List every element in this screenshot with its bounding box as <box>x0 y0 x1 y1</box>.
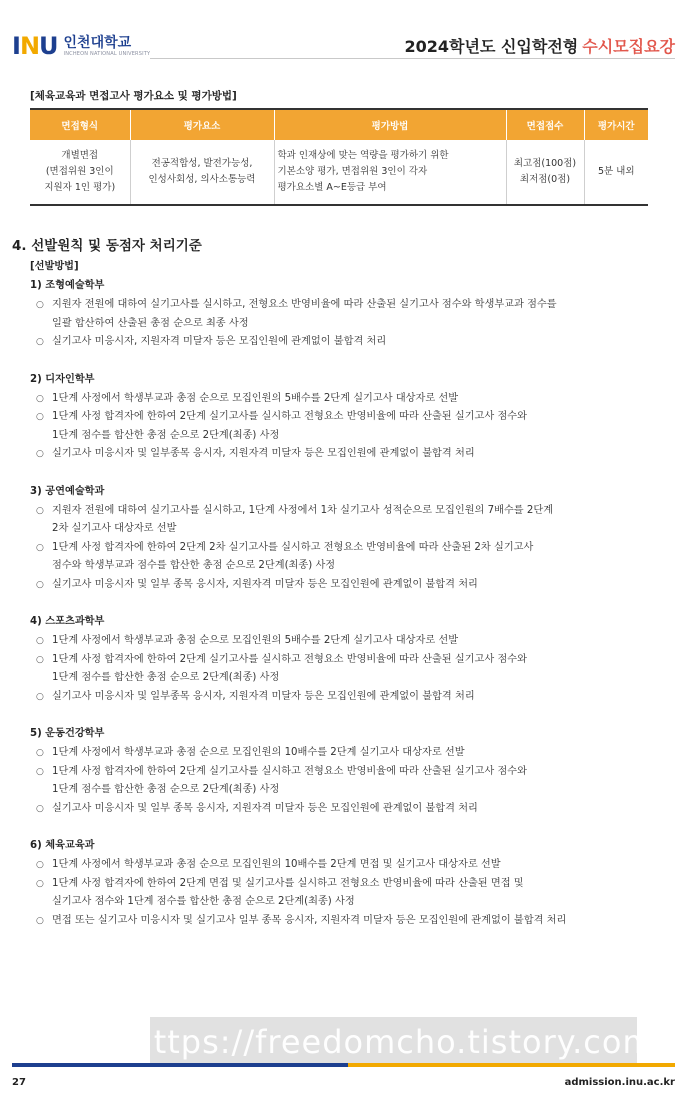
logo-mark: I N U <box>12 32 58 60</box>
department-title: 2) 디자인학부 <box>30 373 95 385</box>
circle-bullet-icon: ○ <box>36 393 44 404</box>
circle-bullet-icon: ○ <box>36 691 44 702</box>
logo-korean-name: 인천대학교 <box>63 34 132 51</box>
list-item: ○ 실기고사 미응시자 및 일부종목 응시자, 지원자격 미달자 등은 모집인원에 관계없이 불합격 처리 <box>30 445 678 464</box>
circle-bullet-icon: ○ <box>36 579 44 590</box>
circle-bullet-icon: ○ <box>36 542 44 553</box>
document-title: 2024학년도 신입학전형 수시모집요강 <box>404 37 675 56</box>
table-header-row <box>30 109 648 140</box>
circle-bullet-icon: ○ <box>36 337 44 347</box>
circle-bullet-icon: ○ <box>36 654 44 665</box>
list-item: ○ 지원자 전원에 대하여 실기고사를 실시하고, 전형요소 반영비율에 따라 산출된 실기고사 점수와 학생부교과 점수를 일괄 합산하여 산출된 총점 순으로 최종 사정 <box>30 296 678 333</box>
list-item: ○ 1단계 사정에서 학생부교과 총점 순으로 모집인원의 10배수를 2단계 실기고사 대상자로 선발 <box>30 744 678 763</box>
circle-bullet-icon: ○ <box>36 803 44 814</box>
circle-bullet-icon: ○ <box>36 412 44 422</box>
cell-elements: 전공적합성, 발전가능성, 인성사회성, 의사소통능력 <box>130 140 274 205</box>
page-header <box>0 0 691 70</box>
department-title: 4) 스포츠과학부 <box>30 616 105 627</box>
department-block <box>30 836 678 930</box>
department-title: 6) 체육교육과 <box>30 840 95 851</box>
footer-website: admission.inu.ac.kr <box>564 1077 675 1088</box>
table-row <box>30 140 648 205</box>
footer-color-bar <box>12 1063 675 1067</box>
department-title: 5) 운동건강학부 <box>30 728 105 739</box>
list-item: ○ 1단계 사정 합격자에 한하여 2단계 2차 실기고사를 실시하고 전형요소 반영비율에 따라 산출된 2차 실기고사 점수와 학생부교과 점수를 합산한 총점 순으로 2단계(최종) 사정 <box>30 539 678 576</box>
circle-bullet-icon: ○ <box>36 449 44 459</box>
department-block <box>30 724 678 818</box>
list-item: ○ 지원자 전원에 대하여 실기고사를 실시하고, 1단계 사정에서 1차 실기고사 성적순으로 모집인원의 7배수를 2단계 2차 실기고사 대상자로 선발 <box>30 502 678 539</box>
department-title: 3) 공연예술학과 <box>30 485 105 497</box>
selection-method-subheading: [선발방법] <box>30 261 79 272</box>
watermark-text: https://freedomcho.tistory.com <box>132 1023 655 1061</box>
circle-bullet-icon: ○ <box>36 860 44 870</box>
list-item: ○ 1단계 사정 합격자에 한하여 2단계 실기고사를 실시하고 전형요소 반영비율에 따라 산출된 실기고사 점수와 1단계 점수를 합산한 총점 순으로 2단계(최종) 사정 <box>30 408 678 445</box>
department-block <box>30 370 678 464</box>
header-format: 면접형식 <box>30 109 130 140</box>
list-item: ○ 실기고사 미응시자, 지원자격 미달자 등은 모집인원에 관계없이 불합격 처리 <box>30 333 678 352</box>
section-title: 4. 선발원칙 및 동점자 처리기준 <box>12 238 202 254</box>
list-item: ○ 실기고사 미응시자 및 일부종목 응시자, 지원자격 미달자 등은 모집인원에 관계없이 불합격 처리 <box>30 688 678 707</box>
list-item: ○ 1단계 사정에서 학생부교과 총점 순으로 모집인원의 10배수를 2단계 면접 및 실기고사 대상자로 선발 <box>30 856 678 875</box>
circle-bullet-icon: ○ <box>36 636 44 646</box>
department-block <box>30 482 678 595</box>
header-elements: 평가요소 <box>130 109 274 140</box>
list-item: ○ 실기고사 미응시자 및 일부 종목 응시자, 지원자격 미달자 등은 모집인원에 관계없이 불합격 처리 <box>30 576 678 595</box>
logo-english-name: INCHEON NATIONAL UNIVERSITY <box>63 50 151 57</box>
department-title: 1) 조형예술학부 <box>30 280 105 291</box>
list-item: ○ 1단계 사정 합격자에 한하여 2단계 실기고사를 실시하고 전형요소 반영비율에 따라 산출된 실기고사 점수와 1단계 점수를 합산한 총점 순으로 2단계(최종) 사정 <box>30 651 678 688</box>
circle-bullet-icon: ○ <box>36 300 44 310</box>
list-item: ○ 1단계 사정에서 학생부교과 총점 순으로 모집인원의 5배수를 2단계 실기고사 대상자로 선발 <box>30 632 678 651</box>
list-item: ○ 1단계 사정 합격자에 한하여 2단계 실기고사를 실시하고 전형요소 반영비율에 따라 산출된 실기고사 점수와 1단계 점수를 합산한 총점 순으로 2단계(최종) 사정 <box>30 763 678 800</box>
circle-bullet-icon: ○ <box>36 915 44 926</box>
circle-bullet-icon: ○ <box>36 878 44 889</box>
university-logo <box>12 32 150 60</box>
list-item: ○ 실기고사 미응시자 및 일부 종목 응시자, 지원자격 미달자 등은 모집인원에 관계없이 불합격 처리 <box>30 800 678 819</box>
watermark-banner <box>132 1017 655 1067</box>
table-caption: [체육교육과 면접고사 평가요소 및 평가방법] <box>30 90 237 102</box>
document-title-accent: 수시모집요강 <box>582 37 675 56</box>
cell-method: 학과 인재상에 맞는 역량을 평가하기 위한 기본소양 평가, 면접위원 3인이 각자 평가요소별 A~E등급 부여 <box>274 140 506 205</box>
circle-bullet-icon: ○ <box>36 766 44 777</box>
page-number: 27 <box>12 1077 26 1088</box>
cell-format: 개별면접 (면접위원 3인이 지원자 1인 평가) <box>44 150 116 193</box>
header-score: 면접점수 <box>506 109 584 140</box>
cell-time: 5분 내외 <box>584 140 648 205</box>
cell-score: 최고점(100점) 최저점(0점) <box>506 140 584 205</box>
header-time: 평가시간 <box>584 109 648 140</box>
list-item: ○ 1단계 사정에서 학생부교과 총점 순으로 모집인원의 5배수를 2단계 실기고사 대상자로 선발 <box>30 390 678 409</box>
circle-bullet-icon: ○ <box>36 505 44 516</box>
list-item: ○ 면접 또는 실기고사 미응시자 및 실기고사 일부 종목 응시자, 지원자격 미달자 등은 모집인원에 관계없이 불합격 처리 <box>30 912 678 931</box>
circle-bullet-icon: ○ <box>36 748 44 758</box>
list-item: ○ 1단계 사정 합격자에 한하여 2단계 면접 및 실기고사를 실시하고 전형요소 반영비율에 따라 산출된 면접 및 실기고사 점수와 1단계 점수를 합산한 총점 순으로 2단계(최종) 사정 <box>30 875 678 912</box>
interview-evaluation-table <box>30 108 648 206</box>
header-divider <box>150 58 675 59</box>
department-block <box>30 612 678 706</box>
selection-methods <box>30 258 678 930</box>
department-block <box>30 276 678 352</box>
header-method: 평가방법 <box>274 109 506 140</box>
